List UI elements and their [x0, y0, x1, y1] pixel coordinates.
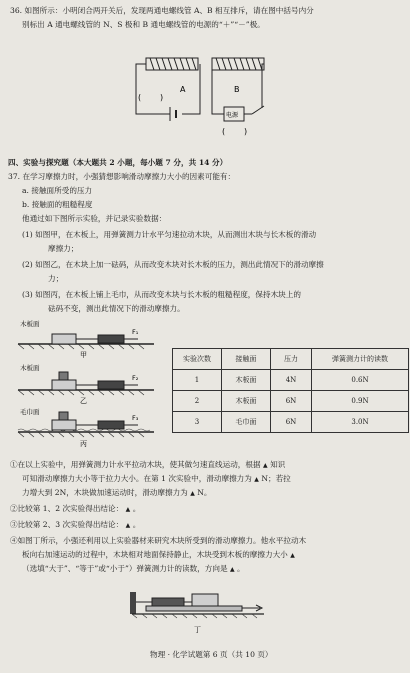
- answer-blank-4[interactable]: ▲: [125, 506, 131, 513]
- fig-f2: F₂: [132, 374, 139, 382]
- table-row: [173, 412, 409, 433]
- answer-blank-1[interactable]: ▲: [263, 462, 268, 469]
- step1-line2: 摩擦力；: [48, 244, 79, 253]
- table-header-cell: 压力: [271, 349, 312, 370]
- q36-line1: 36. 如图所示：小明闭合两开关后，发现两通电螺线管 A、B 相互排斥，请在图中括号内分: [10, 6, 314, 15]
- fig-jia-block: [52, 334, 76, 344]
- hypothesis-a: a. 接触面所受的压力: [22, 186, 93, 195]
- paren-a-left: (: [138, 93, 142, 102]
- sub1-tail: 知识: [270, 460, 286, 469]
- table-header-row: [173, 349, 409, 370]
- fig-f1: F₁: [132, 328, 139, 336]
- sub1-line2-text: 可知滑动摩擦力大小等于拉力大小。在第 1 次实验中，滑动摩擦力为: [22, 474, 252, 483]
- table-row: [173, 391, 409, 412]
- sub3: [10, 520, 140, 531]
- table-row: [173, 370, 409, 391]
- answer-blank-6[interactable]: ▲: [290, 552, 295, 559]
- sub1-line2-tail: N；若拉: [261, 474, 291, 483]
- power-label: 电源: [226, 112, 239, 119]
- sub4-line3: [22, 564, 245, 575]
- fig-jia-surface: 木板面: [20, 320, 40, 328]
- ding-block: [192, 594, 218, 606]
- step1-line1: (1) 如图甲，在木板上，用弹簧测力计水平匀速拉动木块，从而测出木块与长木板的滑动: [22, 230, 317, 239]
- fig-jia-hatching: [18, 344, 144, 349]
- table-cell: 木板面: [222, 391, 271, 412]
- fig-bing-weight: [59, 412, 68, 420]
- sub3-period: 。: [132, 520, 141, 529]
- table-cell: 6N: [271, 391, 312, 412]
- sub1-text: ①在以上实验中，用弹簧测力计水平拉动木块，使其做匀速直线运动，根据: [10, 460, 261, 469]
- fig-yi-label: 乙: [80, 397, 87, 405]
- table-cell: 1: [173, 370, 222, 391]
- table-cell: 0.9N: [312, 391, 409, 412]
- table-header-cell: 实验次数: [173, 349, 222, 370]
- table-cell: 0.6N: [312, 370, 409, 391]
- fig-bing-block: [52, 420, 76, 430]
- answer-blank-5[interactable]: ▲: [125, 522, 131, 529]
- table-cell: 6N: [271, 412, 312, 433]
- sub3-text: ③比较第 2、3 次实验得出结论：: [10, 520, 124, 529]
- fig-jia-label: 甲: [80, 351, 87, 359]
- experiment-table: [172, 348, 409, 433]
- fig-yi-weight: [59, 372, 68, 380]
- table-cell: 木板面: [222, 370, 271, 391]
- friction-experiment-figures: [14, 318, 164, 450]
- fig-yi-block: [52, 380, 76, 390]
- step2-line2: 力；: [48, 274, 64, 283]
- section4-title: 四、实验与探究题（本大题共 2 小题，每小题 7 分，共 14 分）: [8, 158, 228, 167]
- fig-f3: F₃: [132, 414, 139, 422]
- answer-blank-2[interactable]: ▲: [254, 476, 259, 483]
- fig-bing-spring-scale: [98, 421, 124, 429]
- sub1-line3-tail: N。: [197, 488, 212, 497]
- sub4-period: 。: [237, 564, 245, 573]
- paren-b-right: ): [244, 127, 248, 136]
- switch-b: [252, 106, 264, 114]
- table-header-cell: 弹簧测力计的读数: [312, 349, 409, 370]
- ding-spring-scale: [152, 598, 184, 606]
- sub1-line1: [10, 460, 285, 471]
- sub2-text: ②比较第 1、2 次实验得出结论：: [10, 504, 124, 513]
- table-cell: 3.0N: [312, 412, 409, 433]
- table-header-cell: 接触面: [222, 349, 271, 370]
- paren-a-right: ): [160, 93, 164, 102]
- q36-line2: 别标出 A 通电螺线管的 N、S 极和 B 通电螺线管的电源的“＋”“－”极。: [22, 20, 265, 29]
- sub1-line3-text: 力增大到 2N，木块做加速运动时，滑动摩擦力为: [22, 488, 188, 497]
- answer-blank-3[interactable]: ▲: [190, 490, 195, 497]
- table-cell: 2: [173, 391, 222, 412]
- figure-ding: [128, 584, 268, 638]
- ding-label: 丁: [194, 626, 201, 634]
- page-footer: 物理 · 化学试题第 6 页（共 10 页）: [150, 650, 273, 659]
- label-a: A: [180, 85, 186, 94]
- coil-a-windings: [150, 58, 196, 70]
- sub1-line3: [22, 488, 211, 499]
- sub4-line2-text: 板向右加速运动的过程中，木块相对地面保持静止，木块受到木板的摩擦力大小: [22, 550, 288, 559]
- sub4-line2: [22, 550, 295, 561]
- fig-bing-hatching: [18, 432, 144, 437]
- sub4-line3-text: （选填“大于”、“等于”或“小于”）弹簧测力计的读数，方向是: [22, 564, 228, 573]
- fig-yi-spring-scale: [98, 381, 124, 389]
- hypothesis-b: b. 接触面的粗糙程度: [22, 200, 93, 209]
- fig-jia-spring-scale: [98, 335, 124, 343]
- table-cell: 毛巾面: [222, 412, 271, 433]
- sub2: [10, 504, 140, 515]
- circuit-a-wires: [136, 64, 200, 114]
- step3-line2: 砝码不变，测出此情况下的滑动摩擦力。: [48, 304, 185, 313]
- fig-yi-hatching: [18, 390, 144, 395]
- fig-bing-label: 丙: [80, 440, 87, 448]
- sub4-line1: ④如图丁所示，小强还利用以上实验器材来研究木块所受到的滑动摩擦力。他水平拉动木: [10, 536, 307, 545]
- ding-board: [146, 606, 242, 611]
- coil-b-windings: [216, 58, 262, 70]
- paren-b-left: (: [222, 127, 226, 136]
- label-b: B: [234, 85, 240, 94]
- fig-bing-towel: [18, 429, 150, 431]
- sub2-period: 。: [132, 504, 141, 513]
- ding-wall: [130, 592, 136, 614]
- step3-line1: (3) 如图丙，在木板上铺上毛巾，从而改变木块与长木板的粗糙程度，保持木块上的: [22, 290, 301, 299]
- table-cell: 3: [173, 412, 222, 433]
- intro: 他通过如下图所示实验，并记录实验数据：: [22, 214, 167, 223]
- fig-bing-surface: 毛巾面: [20, 408, 40, 416]
- solenoid-circuit-diagram: [130, 52, 280, 140]
- answer-blank-7[interactable]: ▲: [229, 566, 235, 573]
- step2-line1: (2) 如图乙，在木块上加一砝码，从而改变木块对长木板的压力，测出此情况下的滑动摩擦: [22, 260, 324, 269]
- fig-yi-surface: 木板面: [20, 364, 40, 372]
- table-cell: 4N: [271, 370, 312, 391]
- sub1-line2: [22, 474, 291, 485]
- q37-line1: 37. 在学习摩擦力时，小强猜想影响滑动摩擦力大小的因素可能有：: [8, 172, 236, 181]
